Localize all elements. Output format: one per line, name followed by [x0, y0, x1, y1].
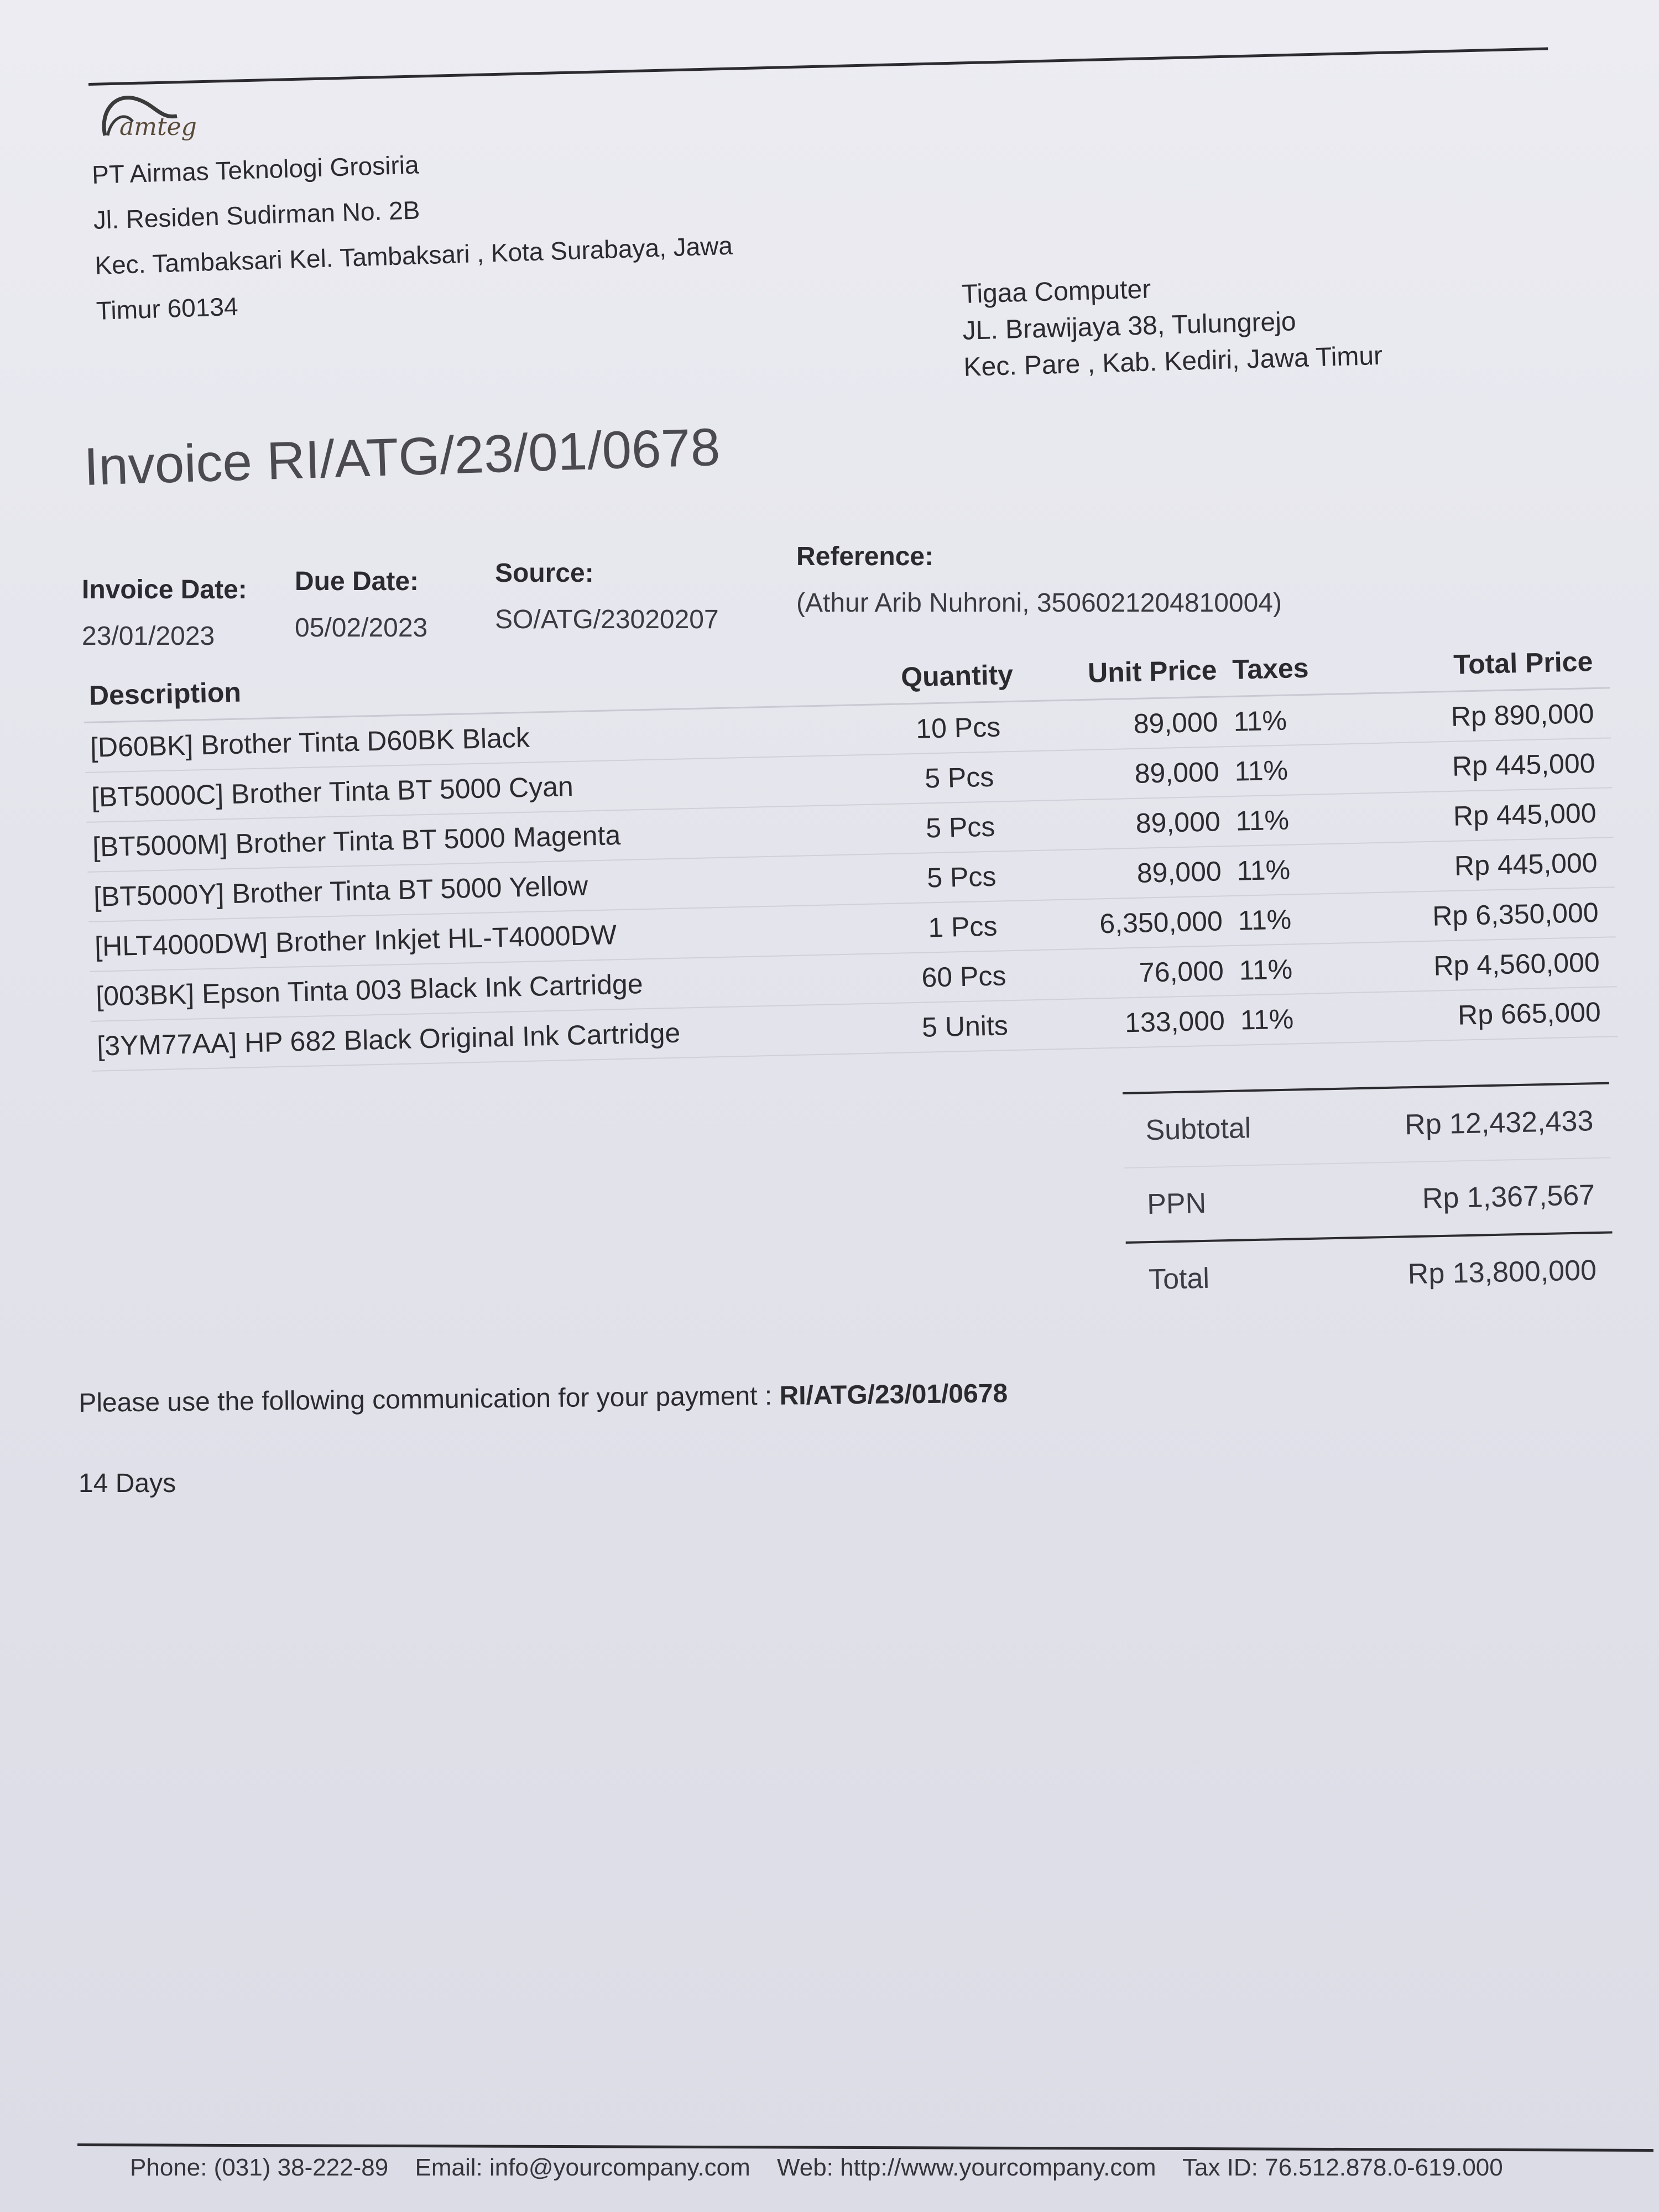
- row-unit-price: 89,000: [1046, 697, 1224, 751]
- row-taxes: 11%: [1228, 894, 1327, 946]
- row-quantity: 5 Units: [876, 999, 1054, 1053]
- ppn-row: [1124, 1157, 1613, 1241]
- row-unit-price: 89,000: [1047, 747, 1225, 800]
- reference-value: (Athur Arib Nuhroni, 3506021204810004): [796, 588, 1282, 618]
- customer-address-block: [961, 265, 1383, 386]
- row-unit-price: 6,350,000: [1051, 896, 1229, 950]
- row-total: Rp 665,000: [1328, 987, 1618, 1043]
- ppn-label: PPN: [1146, 1187, 1207, 1221]
- row-description: [BT5000M] Brother Tinta BT 5000 Magenta: [86, 805, 873, 872]
- row-description: [BT5000C] Brother Tinta BT 5000 Cyan: [85, 755, 872, 822]
- row-description: [3YM77AA] HP 682 Black Original Ink Cartridge: [91, 1004, 877, 1071]
- payment-communication: [79, 1378, 1008, 1418]
- total-row: [1126, 1232, 1614, 1317]
- invoice-date-block: [82, 567, 247, 660]
- row-total: Rp 445,000: [1325, 837, 1615, 894]
- row-taxes: 11%: [1227, 844, 1326, 896]
- payment-reference: RI/ATG/23/01/0678: [779, 1379, 1008, 1411]
- customer-name: Tigaa Computer: [961, 274, 1151, 309]
- company-address-block: [91, 132, 735, 333]
- row-unit-price: 89,000: [1050, 846, 1228, 900]
- footer-rule: [77, 2143, 1653, 2152]
- header-taxes: Taxes: [1222, 644, 1321, 697]
- row-quantity: 1 Pcs: [874, 900, 1052, 953]
- row-taxes: 11%: [1224, 744, 1324, 796]
- source-block: [495, 550, 719, 643]
- row-description: [003BK] Epson Tinta 003 Black Ink Cartridge: [90, 954, 876, 1021]
- totals-block: [1123, 1082, 1614, 1317]
- row-taxes: 11%: [1223, 695, 1323, 747]
- company-address-line: Jl. Residen Sudirman No. 2B: [93, 195, 421, 234]
- company-name: PT Airmas Teknologi Grosiria: [91, 150, 420, 189]
- row-quantity: 5 Pcs: [870, 750, 1048, 804]
- row-unit-price: 76,000: [1052, 946, 1230, 999]
- ppn-value: Rp 1,367,567: [1422, 1179, 1595, 1215]
- footer-email: Email: info@yourcompany.com: [415, 2154, 750, 2181]
- row-quantity: 5 Pcs: [872, 800, 1050, 854]
- due-date-block: [295, 559, 427, 651]
- row-description: [HLT4000DW] Brother Inkjet HL-T4000DW: [88, 904, 875, 972]
- row-taxes: 11%: [1229, 943, 1328, 995]
- row-description: [BT5000Y] Brother Tinta BT 5000 Yellow: [87, 854, 874, 922]
- payment-terms: 14 Days: [79, 1469, 176, 1498]
- row-description: [D60BK] Brother Tinta D60BK Black: [84, 705, 870, 773]
- row-taxes: 11%: [1225, 794, 1325, 846]
- header-quantity: Quantity: [868, 650, 1046, 705]
- row-quantity: 5 Pcs: [873, 850, 1051, 904]
- row-total: Rp 890,000: [1321, 688, 1611, 744]
- header-unit-price: Unit Price: [1045, 646, 1223, 701]
- logo-text: amteg: [119, 113, 197, 141]
- total-label: Total: [1148, 1262, 1210, 1296]
- customer-address-line: JL. Brawijaya 38, Tulungrejo: [962, 307, 1297, 346]
- row-total: Rp 6,350,000: [1326, 887, 1616, 943]
- invoice-date-label: Invoice Date:: [82, 575, 247, 604]
- line-items-table: [83, 637, 1618, 1071]
- footer-web: Web: http://www.yourcompany.com: [777, 2154, 1156, 2181]
- invoice-date-value: 23/01/2023: [82, 622, 215, 651]
- header-description: Description: [83, 654, 869, 723]
- footer-phone: Phone: (031) 38-222-89: [130, 2154, 389, 2181]
- footer-tax-id: Tax ID: 76.512.878.0-619.000: [1182, 2154, 1503, 2181]
- company-address-line: Timur 60134: [96, 291, 239, 325]
- reference-block: [796, 534, 1282, 627]
- payment-text: Please use the following communication for your payment :: [79, 1381, 780, 1418]
- row-total: Rp 445,000: [1323, 738, 1613, 794]
- subtotal-label: Subtotal: [1145, 1112, 1251, 1147]
- company-address-line: Kec. Tambaksari Kel. Tambaksari , Kota Surabaya, Jawa: [94, 231, 733, 280]
- header-rule: [88, 47, 1548, 85]
- row-quantity: 60 Pcs: [875, 950, 1053, 1003]
- row-unit-price: 133,000: [1053, 995, 1231, 1049]
- row-unit-price: 89,000: [1048, 796, 1227, 850]
- source-value: SO/ATG/23020207: [495, 605, 719, 634]
- row-quantity: 10 Pcs: [869, 701, 1047, 755]
- subtotal-value: Rp 12,432,433: [1404, 1105, 1594, 1141]
- row-total: Rp 4,560,000: [1327, 937, 1617, 993]
- total-value: Rp 13,800,000: [1407, 1254, 1597, 1291]
- invoice-title: Invoice RI/ATG/23/01/0678: [83, 417, 721, 497]
- header-total-price: Total Price: [1320, 637, 1610, 694]
- due-date-value: 05/02/2023: [295, 613, 428, 643]
- reference-label: Reference:: [796, 542, 934, 571]
- row-total: Rp 445,000: [1324, 787, 1614, 844]
- due-date-label: Due Date:: [295, 567, 419, 596]
- source-label: Source:: [495, 559, 594, 588]
- footer: [130, 2154, 1523, 2182]
- company-logo: [94, 88, 199, 149]
- row-taxes: 11%: [1230, 993, 1329, 1045]
- customer-address-line: Kec. Pare , Kab. Kediri, Jawa Timur: [963, 341, 1383, 382]
- subtotal-row: [1123, 1082, 1611, 1167]
